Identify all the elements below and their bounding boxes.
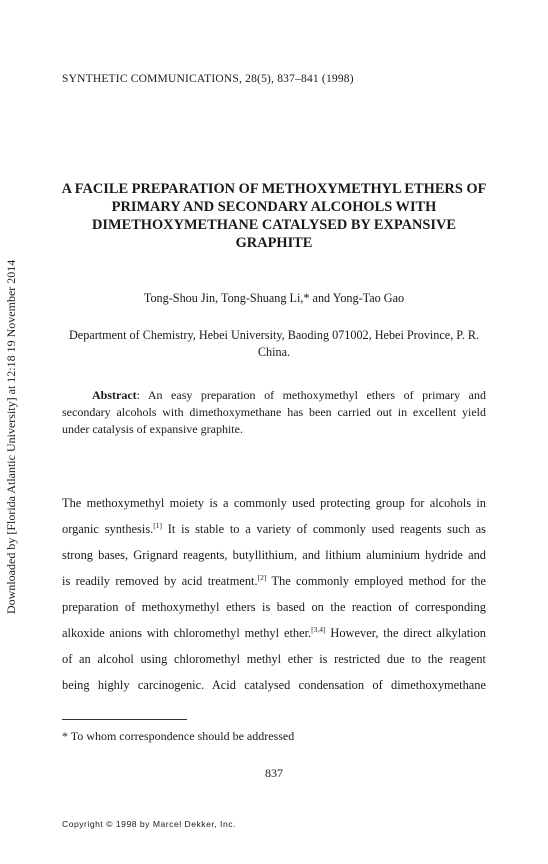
- reference-marker[interactable]: [3,4]: [311, 625, 326, 634]
- body-line: of an alcohol using chloromethyl methyl ether is restricted due to the reagent: [62, 652, 486, 666]
- footnote-divider: [62, 719, 187, 720]
- body-line: is readily removed by acid treatment.[2] The commonly employed method for the: [62, 573, 486, 588]
- body-line: The methoxymethyl moiety is a commonly used protecting group for alcohols in: [62, 496, 486, 510]
- body-line: strong bases, Grignard reagents, butyllithium, and lithium aluminium hydride and: [62, 548, 486, 562]
- body-line: alkoxide anions with chloromethyl methyl ether.[3,4] However, the direct alkylation: [62, 625, 486, 640]
- footnote: * To whom correspondence should be addressed: [62, 729, 295, 743]
- affiliation: Department of Chemistry, Hebei University, Baoding 071002, Hebei Province, P. R. China.: [68, 328, 480, 359]
- body-line: organic synthesis.[1] It is stable to a variety of commonly used reagents such as: [62, 521, 486, 536]
- article-title: A FACILE PREPARATION OF METHOXYMETHYL ETHERS OF PRIMARY AND SECONDARY ALCOHOLS WITH DIMETHOXYMETHANE CATALYSED BY EXPANSIVE GRAPHITE: [61, 181, 487, 251]
- body-line: preparation of methoxymethyl ethers is based on the reaction of corresponding: [62, 600, 486, 614]
- journal-citation: SYNTHETIC COMMUNICATIONS, 28(5), 837–841 (1998): [62, 73, 354, 85]
- copyright-notice: Copyright © 1998 by Marcel Dekker, Inc.: [62, 819, 236, 829]
- reference-marker[interactable]: [2]: [257, 573, 267, 582]
- download-watermark: Downloaded by [Florida Atlantic University] at 12:18 19 November 2014: [4, 259, 18, 615]
- body-line: being highly carcinogenic. Acid catalysed condensation of dimethoxymethane: [62, 678, 486, 692]
- body-text: [62, 490, 486, 698]
- abstract: [62, 387, 486, 438]
- authors: Tong-Shou Jin, Tong-Shuang Li,* and Yong-Tao Gao: [143, 291, 405, 305]
- abstract-label: Abstract: [92, 388, 137, 402]
- page-number: 837: [265, 766, 283, 780]
- reference-marker[interactable]: [1]: [153, 521, 162, 530]
- abstract-text: : An easy preparation of methoxymethyl ethers of primary and secondary alcohols with dimethoxymethane has been carried out in excellent yield under catalysis of expansive graphite.: [62, 388, 486, 436]
